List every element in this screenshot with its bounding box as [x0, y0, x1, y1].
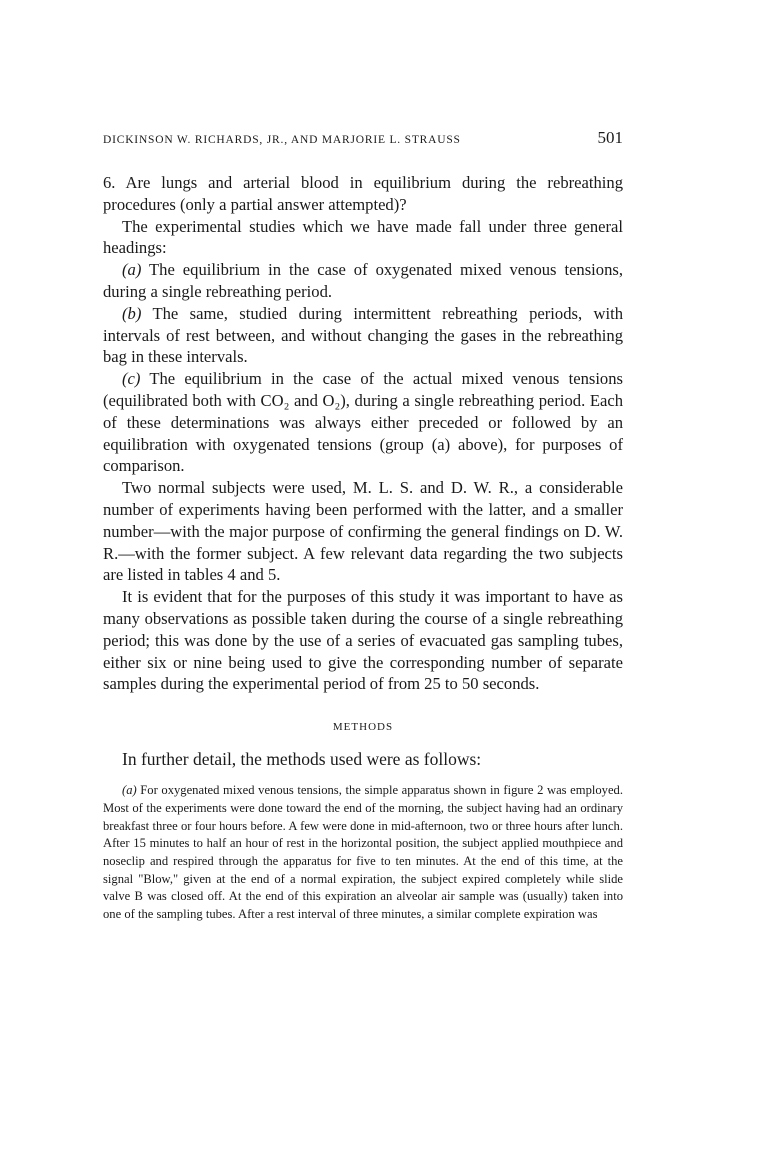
body-text	[103, 172, 623, 695]
paragraph-subjects: Two normal subjects were used, M. L. S. and D. W. R., a considerable number of experiments having been performed with the latter, and a smaller number—with the major purpose of confirming the general findings on D. W. R.—with the former subject. A few relevant data regarding the two subjects are listed in tables 4 and 5.	[103, 478, 623, 585]
heading-c-label: (c)	[122, 369, 141, 389]
header-authors: DICKINSON W. RICHARDS, JR., AND MARJORIE L. STRAUSS	[103, 134, 461, 146]
heading-b	[103, 303, 623, 368]
heading-c	[103, 368, 623, 477]
question-6: 6. Are lungs and arterial blood in equilibrium during the rebreathing procedures (only a partial answer attempted)?	[103, 173, 623, 214]
methods-lead: In further detail, the methods used were as follows:	[122, 749, 482, 770]
page-number: 501	[597, 128, 623, 147]
heading-c-text: The equilibrium in the case of the actual mixed venous tensions (equilibrated both with CO₂ and O₂), during a single rebreathing period. Each of these determinations was always either preceded or followed by an equilibration with oxygenated tensions (group (a) above), for purposes of comparison.	[103, 369, 623, 476]
heading-a	[103, 259, 623, 303]
heading-b-label: (b)	[122, 303, 142, 323]
heading-a-label: (a)	[122, 260, 142, 280]
paragraph-headings-intro: The experimental studies which we have made fall under three general headings:	[103, 216, 623, 258]
methods-detail-a	[103, 782, 623, 924]
running-header	[103, 128, 623, 148]
paragraph-sampling: It is evident that for the purposes of this study it was important to have as many observations as possible taken during the course of a single rebreathing period; this was done by the use of a series of evacuated gas sampling tubes, either six or nine being used to give the corresponding number of separate samples during the experimental period of from 25 to 50 seconds.	[103, 587, 623, 694]
methods-heading: METHODS	[332, 721, 394, 734]
methods-detail-a-label: (a)	[122, 783, 137, 798]
heading-b-text: The same, studied during intermittent rebreathing periods, with intervals of rest between, and without changing the gases in the rebreathing bag in these intervals.	[103, 303, 623, 367]
methods-detail-a-text: For oxygenated mixed venous tensions, the simple apparatus shown in figure 2 was employed. Most of the experiments were done toward the end of the morning, the subject having had an ordinary breakfast three or four hours before. A few were done in mid-afternoon, two or three hours after lunch. After 15 minutes to half an hour of rest in the horizontal position, the subject applied mouthpiece and noseclip and respired through the apparatus for five to ten minutes. At the end of this time, at the signal "Blow," given at the end of a normal expiration, the subject expired completely while slide valve B was closed off. At the end of this expiration an alveolar air sample was (usually) taken into one of the sampling tubes. After a rest interval of three minutes, a similar complete expiration was	[103, 783, 623, 922]
heading-a-text: The equilibrium in the case of oxygenated mixed venous tensions, during a single rebreathing period.	[103, 260, 623, 301]
page	[103, 128, 623, 924]
